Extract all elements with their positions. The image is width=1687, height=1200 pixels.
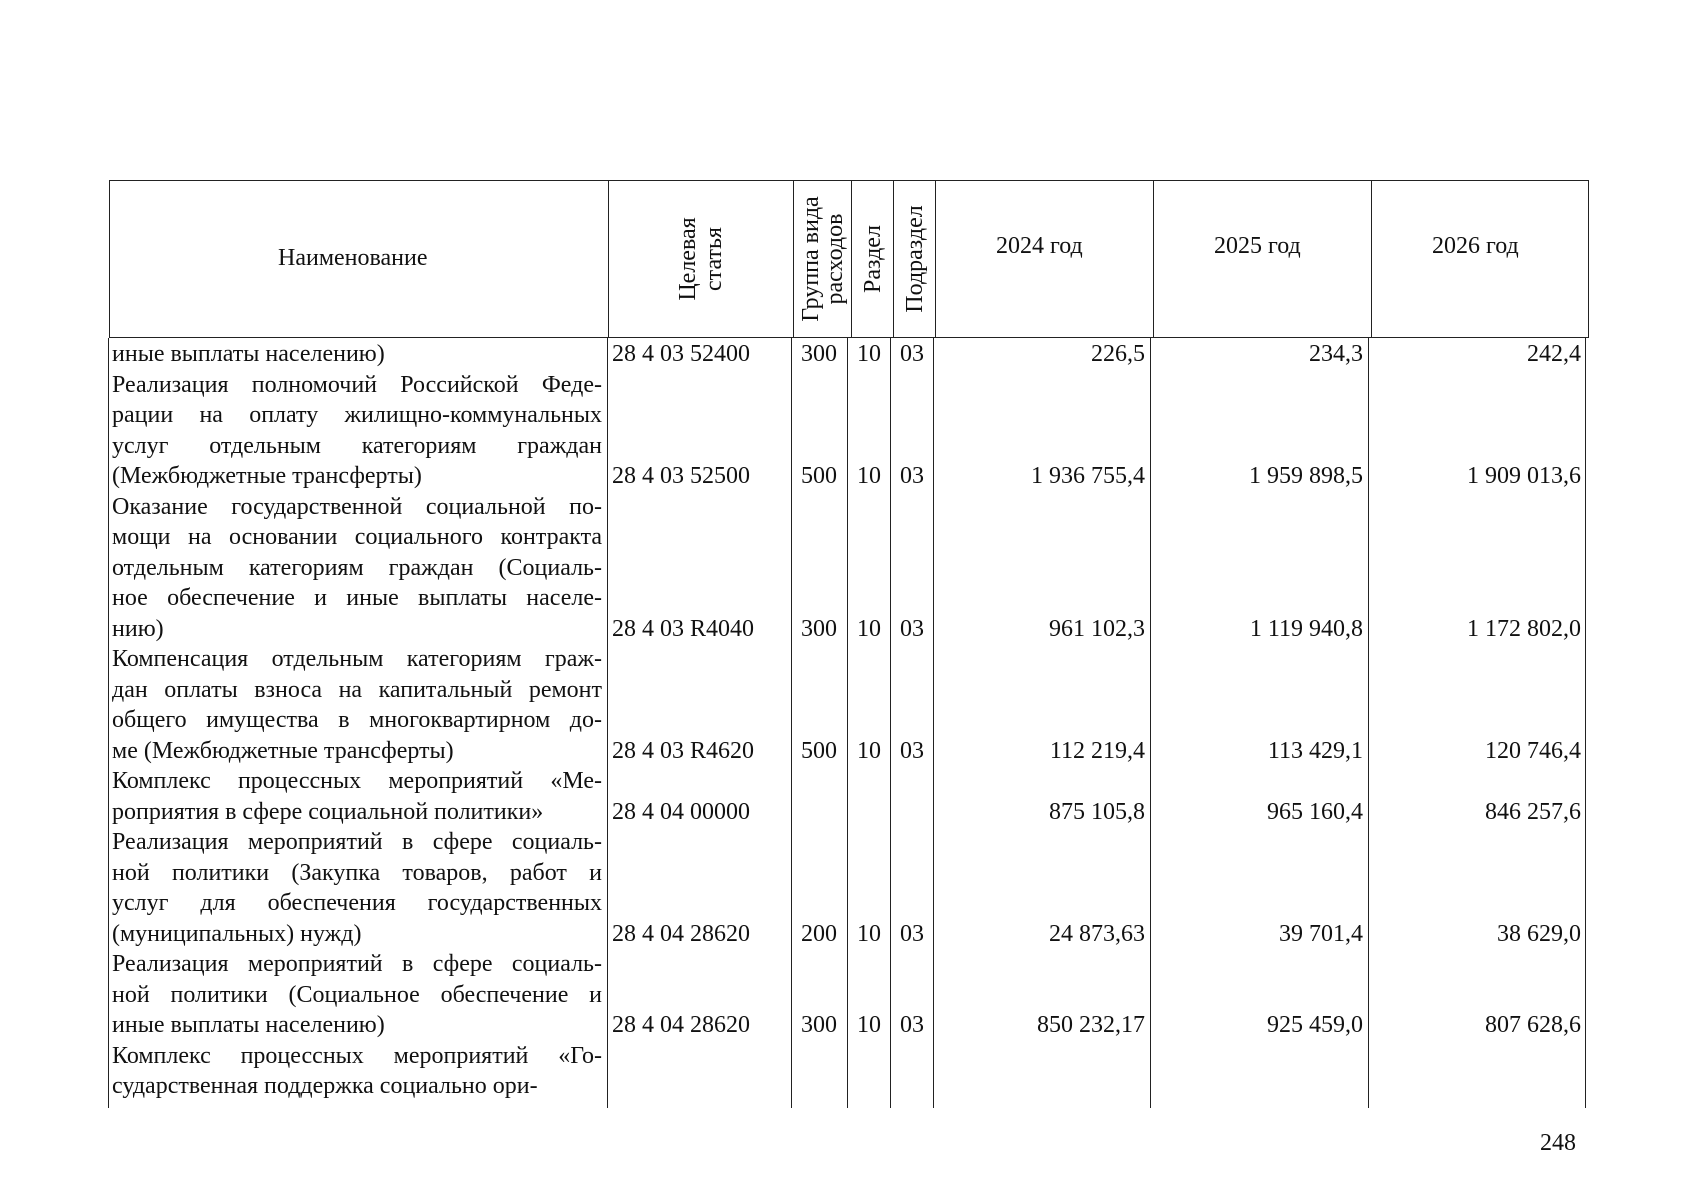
header-section: Раздел bbox=[851, 181, 893, 337]
body-line-right bbox=[1585, 338, 1586, 1108]
cell-subsection: 03 bbox=[900, 920, 924, 947]
cell-target: 28 4 03 52500 bbox=[612, 463, 750, 489]
row-name-line: общего имущества в многоквартирном до- bbox=[112, 707, 602, 733]
cell-y2024: 875 105,8 bbox=[1049, 798, 1145, 825]
row-name-line: Оказание государственной социальной по- bbox=[112, 493, 602, 520]
body-line-group bbox=[791, 338, 792, 1108]
header-2025: 2025 год bbox=[1153, 181, 1371, 337]
header-group-line2: расходов bbox=[821, 213, 848, 305]
cell-group: 500 bbox=[801, 737, 837, 764]
row-name bbox=[112, 644, 602, 766]
row-name-line: Комплекс процессных мероприятий «Ме- bbox=[112, 768, 602, 794]
header-target bbox=[608, 181, 793, 337]
body-line-2026 bbox=[1368, 338, 1369, 1108]
cell-y2025: 113 429,1 bbox=[1267, 737, 1363, 764]
cell-target: 28 4 04 28620 bbox=[612, 920, 750, 947]
cell-y2025: 965 160,4 bbox=[1267, 798, 1363, 825]
cell-group: 500 bbox=[801, 463, 837, 489]
header-subsection: Подраздел bbox=[893, 181, 935, 337]
cell-y2024: 112 219,4 bbox=[1049, 737, 1145, 764]
cell-y2026: 38 629,0 bbox=[1497, 920, 1581, 947]
cell-section: 10 bbox=[857, 615, 881, 642]
row-name-line: Реализация мероприятий в сфере социаль- bbox=[112, 829, 602, 855]
cell-target: 28 4 04 28620 bbox=[612, 1012, 750, 1038]
row-name bbox=[112, 339, 602, 370]
row-name-line: дан оплаты взноса на капитальный ремонт bbox=[112, 676, 602, 703]
header-group bbox=[793, 181, 851, 337]
row-name-line: ной политики (Закупка товаров, работ и bbox=[112, 859, 602, 886]
cell-y2025: 925 459,0 bbox=[1267, 1012, 1363, 1038]
body-line-2024 bbox=[933, 338, 934, 1108]
row-name-line: иные выплаты населению) bbox=[112, 341, 385, 367]
cell-y2026: 846 257,6 bbox=[1485, 798, 1581, 825]
row-name-line: сударственная поддержка социально ори- bbox=[112, 1073, 538, 1099]
row-name-line: (Межбюджетные трансферты) bbox=[112, 463, 422, 489]
cell-subsection: 03 bbox=[900, 737, 924, 764]
cell-y2024: 1 936 755,4 bbox=[1031, 463, 1145, 489]
row-name-line: (муниципальных) нужд) bbox=[112, 920, 362, 947]
row-name-line: Компенсация отдельным категориям граж- bbox=[112, 646, 602, 672]
cell-section: 10 bbox=[857, 920, 881, 947]
body-line-2025 bbox=[1150, 338, 1151, 1108]
row-name-line: иные выплаты населению) bbox=[112, 1012, 385, 1038]
cell-y2025: 1 959 898,5 bbox=[1249, 463, 1363, 489]
row-name-line: ме (Межбюджетные трансферты) bbox=[112, 737, 454, 764]
row-name-line: услуг для обеспечения государственных bbox=[112, 890, 602, 916]
cell-target: 28 4 03 R4620 bbox=[612, 737, 755, 764]
cell-subsection: 03 bbox=[900, 341, 924, 367]
cell-target: 28 4 04 00000 bbox=[612, 798, 750, 825]
header-target-line2: статья bbox=[701, 227, 727, 291]
cell-group: 300 bbox=[801, 341, 837, 367]
cell-group: 200 bbox=[801, 920, 837, 947]
row-name-line: услуг отдельным категориям граждан bbox=[112, 432, 602, 459]
row-name-line: мощи на основании социального контракта bbox=[112, 524, 602, 550]
cell-section: 10 bbox=[857, 737, 881, 764]
cell-y2025: 39 701,4 bbox=[1279, 920, 1363, 947]
cell-y2025: 1 119 940,8 bbox=[1249, 615, 1363, 642]
body-line-target bbox=[607, 338, 608, 1108]
body-line-section bbox=[847, 338, 848, 1108]
cell-y2024: 24 873,63 bbox=[1049, 920, 1145, 947]
cell-target: 28 4 03 52400 bbox=[612, 341, 750, 367]
cell-y2024: 850 232,17 bbox=[1037, 1012, 1145, 1038]
cell-y2026: 1 172 802,0 bbox=[1467, 615, 1581, 642]
row-name-line: Реализация полномочий Российской Феде- bbox=[112, 371, 602, 398]
cell-subsection: 03 bbox=[900, 463, 924, 489]
row-name bbox=[112, 827, 602, 949]
cell-y2026: 1 909 013,6 bbox=[1467, 463, 1581, 489]
cell-section: 10 bbox=[857, 1012, 881, 1038]
header-target-line1: Целевая bbox=[675, 217, 701, 301]
header-group-line1: Группа вида bbox=[797, 196, 824, 322]
row-name-line: рации на оплату жилищно-коммунальных bbox=[112, 402, 602, 428]
row-name-line: роприятия в сфере социальной политики» bbox=[112, 798, 544, 825]
cell-y2024: 226,5 bbox=[1091, 341, 1145, 367]
row-name-line: Реализация мероприятий в сфере социаль- bbox=[112, 951, 602, 977]
cell-y2026: 807 628,6 bbox=[1485, 1012, 1581, 1038]
row-name-line: Комплекс процессных мероприятий «Го- bbox=[112, 1042, 602, 1069]
row-name-line: ное обеспечение и иные выплаты населе- bbox=[112, 585, 602, 611]
cell-y2026: 242,4 bbox=[1527, 341, 1581, 367]
cell-subsection: 03 bbox=[900, 1012, 924, 1038]
header-name: Наименование bbox=[278, 245, 428, 271]
cell-subsection: 03 bbox=[900, 615, 924, 642]
body-line-subsection bbox=[890, 338, 891, 1108]
row-name bbox=[112, 1041, 602, 1102]
page-number: 248 bbox=[1540, 1130, 1576, 1156]
body-line-left bbox=[108, 338, 109, 1108]
cell-target: 28 4 03 R4040 bbox=[612, 615, 755, 642]
table-header bbox=[109, 180, 1589, 338]
row-name-line: нию) bbox=[112, 615, 164, 642]
header-2026: 2026 год bbox=[1371, 181, 1590, 337]
row-name bbox=[112, 949, 602, 1041]
row-name-line: отдельным категориям граждан (Социаль- bbox=[112, 554, 602, 581]
cell-y2026: 120 746,4 bbox=[1485, 737, 1581, 764]
cell-section: 10 bbox=[857, 341, 881, 367]
row-name-line: ной политики (Социальное обеспечение и bbox=[112, 981, 602, 1008]
header-2024: 2024 год bbox=[935, 181, 1153, 337]
cell-y2024: 961 102,3 bbox=[1049, 615, 1145, 642]
row-name bbox=[112, 370, 602, 492]
cell-y2025: 234,3 bbox=[1309, 341, 1363, 367]
row-name bbox=[112, 766, 602, 827]
cell-group: 300 bbox=[801, 1012, 837, 1038]
cell-section: 10 bbox=[857, 463, 881, 489]
row-name bbox=[112, 492, 602, 645]
cell-group: 300 bbox=[801, 615, 837, 642]
